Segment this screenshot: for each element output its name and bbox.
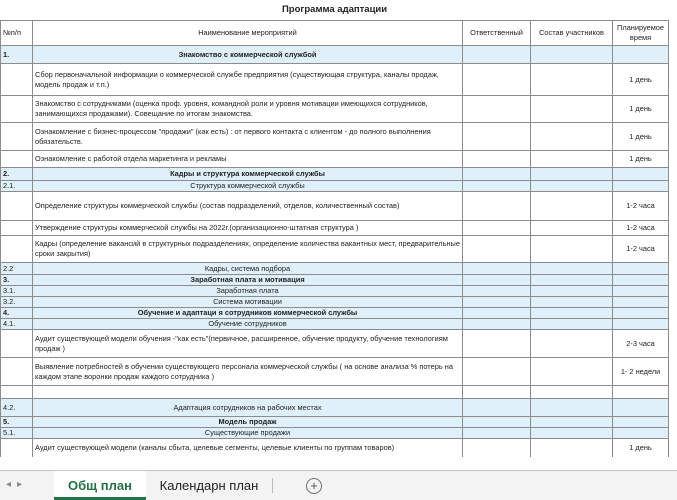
cell-number[interactable]: 2.1. — [1, 181, 33, 192]
cell-activity-name[interactable]: Знакомство с коммерческой службой — [33, 46, 463, 64]
cell-responsible[interactable] — [463, 181, 531, 192]
cell-members[interactable] — [531, 221, 613, 236]
cell-members[interactable] — [531, 386, 613, 399]
cell-number[interactable]: 4.1. — [1, 319, 33, 330]
cell-responsible[interactable] — [463, 64, 531, 96]
cell-number[interactable]: 3. — [1, 275, 33, 286]
table-row — [1, 192, 669, 221]
cell-planned-time[interactable]: 2-3 часа — [613, 330, 669, 358]
cell-activity-name[interactable]: Утверждение структуры коммерческой службы на 2022г.(организационно-штатная структура ) — [33, 221, 463, 236]
cell-number[interactable] — [1, 221, 33, 236]
sheet-title[interactable]: Программа адаптации — [281, 4, 388, 15]
cell-activity-name[interactable]: Кадры (определение вакансий в структурных подразделениях, определение количества вакантных мест, предварительные сроки закрытия) — [33, 236, 463, 263]
table-row — [1, 46, 669, 64]
cell-responsible[interactable] — [463, 263, 531, 275]
cell-activity-name[interactable]: Заработная плата и мотивация — [33, 275, 463, 286]
cell-number[interactable]: 4. — [1, 308, 33, 319]
cell-planned-time[interactable] — [613, 297, 669, 308]
cell-number[interactable] — [1, 96, 33, 123]
cell-planned-time[interactable] — [613, 308, 669, 319]
cell-planned-time[interactable]: 1-2 часа — [613, 221, 669, 236]
cell-number[interactable]: 5. — [1, 417, 33, 428]
cell-number[interactable]: 5.1. — [1, 428, 33, 439]
cell-planned-time[interactable]: 1 день — [613, 151, 669, 168]
cell-responsible[interactable] — [463, 428, 531, 439]
table-row — [1, 151, 669, 168]
cell-planned-time[interactable]: 1- 2 недели — [613, 358, 669, 386]
cell-members[interactable] — [531, 308, 613, 319]
cell-members[interactable] — [531, 123, 613, 151]
header-members[interactable]: Состав участников — [531, 21, 613, 46]
cell-number[interactable]: 3.2. — [1, 297, 33, 308]
tab-calendar-plan[interactable]: Календарн план — [159, 478, 259, 493]
cell-planned-time[interactable]: 1-2 часа — [613, 192, 669, 221]
table-row — [1, 263, 669, 275]
header-name[interactable]: Наименование мероприятий — [33, 21, 463, 46]
cell-number[interactable]: 2. — [1, 168, 33, 181]
cell-number[interactable]: 2.2 — [1, 263, 33, 275]
table-row — [1, 319, 669, 330]
cell-activity-name[interactable]: Обучение и адаптаци я сотрудников коммерческой службы — [33, 308, 463, 319]
cell-responsible[interactable] — [463, 151, 531, 168]
cell-activity-name[interactable]: Кадры и структура коммерческой службы — [33, 168, 463, 181]
cell-responsible[interactable] — [463, 46, 531, 64]
cell-number[interactable] — [1, 386, 33, 399]
cell-activity-name[interactable]: Существующие продажи — [33, 428, 463, 439]
table-row — [1, 275, 669, 286]
tab-general-plan[interactable]: Общ план — [54, 471, 146, 500]
cell-number[interactable]: 4.2. — [1, 399, 33, 417]
cell-members[interactable] — [531, 96, 613, 123]
cell-number[interactable] — [1, 151, 33, 168]
cell-responsible[interactable] — [463, 168, 531, 181]
cell-members[interactable] — [531, 399, 613, 417]
cell-members[interactable] — [531, 46, 613, 64]
cell-members[interactable] — [531, 275, 613, 286]
cell-members[interactable] — [531, 168, 613, 181]
cell-number[interactable] — [1, 358, 33, 386]
cell-planned-time[interactable]: 1 день — [613, 96, 669, 123]
cell-activity-name[interactable]: Кадры, система подбора — [33, 263, 463, 275]
cell-planned-time[interactable]: 1 день — [613, 439, 669, 457]
cell-activity-name[interactable]: Адаптация сотрудников на рабочих местах — [33, 399, 463, 417]
cell-planned-time[interactable]: 1 день — [613, 123, 669, 151]
cell-planned-time[interactable]: 1-2 часа — [613, 236, 669, 263]
cell-planned-time[interactable] — [613, 428, 669, 439]
cell-activity-name[interactable]: Выявление потребностей в обучении существующего персонала коммерческой службы ( на основе анализа % потерь на каждом этапе воронки продаж каждого сотрудника ) — [33, 358, 463, 386]
cell-responsible[interactable] — [463, 286, 531, 297]
cell-planned-time[interactable] — [613, 399, 669, 417]
cell-members[interactable] — [531, 192, 613, 221]
cell-members[interactable] — [531, 286, 613, 297]
cell-responsible[interactable] — [463, 399, 531, 417]
table-row — [1, 428, 669, 439]
table-row — [1, 236, 669, 263]
table-row — [1, 168, 669, 181]
cell-planned-time[interactable] — [613, 386, 669, 399]
cell-number[interactable] — [1, 192, 33, 221]
cell-activity-name[interactable]: Ознакомление с бизнес-процессом "продажи" (как есть) : от первого контакта с клиентом - до полного выполнения обязательств. — [33, 123, 463, 151]
cell-number[interactable]: 3.1. — [1, 286, 33, 297]
tab-divider — [272, 478, 273, 493]
cell-responsible[interactable] — [463, 96, 531, 123]
cell-planned-time[interactable] — [613, 319, 669, 330]
cell-members[interactable] — [531, 151, 613, 168]
cell-members[interactable] — [531, 358, 613, 386]
add-sheet-icon[interactable]: + — [306, 478, 322, 494]
cell-activity-name[interactable] — [33, 386, 463, 399]
cell-number[interactable]: 1. — [1, 46, 33, 64]
cell-activity-name[interactable]: Ознакомление с работой отдела маркетинга и рекламы — [33, 151, 463, 168]
cell-number[interactable] — [1, 123, 33, 151]
header-time[interactable]: Планируемое время — [613, 21, 669, 46]
cell-responsible[interactable] — [463, 439, 531, 457]
cell-members[interactable] — [531, 330, 613, 358]
cell-planned-time[interactable]: 1 день — [613, 64, 669, 96]
cell-members[interactable] — [531, 263, 613, 275]
table-row — [1, 297, 669, 308]
sheet-tab-bar — [0, 470, 677, 500]
table-row — [1, 123, 669, 151]
cell-number[interactable] — [1, 64, 33, 96]
table-row — [1, 181, 669, 192]
cell-planned-time[interactable] — [613, 263, 669, 275]
table-row — [1, 439, 669, 457]
cell-number[interactable] — [1, 236, 33, 263]
table-row — [1, 358, 669, 386]
cell-activity-name[interactable]: Знакомство с сотрудниками (оценка проф. уровня, командной роли и уровня мотивации имеющихся сотрудников, занимающихся продажами). Совещание по итогам знакомства. — [33, 96, 463, 123]
table-row — [1, 330, 669, 358]
cell-members[interactable] — [531, 428, 613, 439]
table-row — [1, 308, 669, 319]
cell-activity-name[interactable]: Модель продаж — [33, 417, 463, 428]
cell-planned-time[interactable] — [613, 181, 669, 192]
table-row — [1, 386, 669, 399]
cell-members[interactable] — [531, 64, 613, 96]
cell-responsible[interactable] — [463, 358, 531, 386]
cell-responsible[interactable] — [463, 319, 531, 330]
cell-responsible[interactable] — [463, 330, 531, 358]
cell-activity-name[interactable]: Заработная плата — [33, 286, 463, 297]
cell-planned-time[interactable] — [613, 168, 669, 181]
cell-responsible[interactable] — [463, 417, 531, 428]
cell-responsible[interactable] — [463, 308, 531, 319]
cell-responsible[interactable] — [463, 275, 531, 286]
cell-number[interactable] — [1, 330, 33, 358]
cell-planned-time[interactable] — [613, 46, 669, 64]
cell-members[interactable] — [531, 319, 613, 330]
cell-responsible[interactable] — [463, 221, 531, 236]
cell-planned-time[interactable] — [613, 286, 669, 297]
cell-planned-time[interactable] — [613, 275, 669, 286]
table-row — [1, 96, 669, 123]
cell-responsible[interactable] — [463, 192, 531, 221]
table-row — [1, 399, 669, 417]
cell-activity-name[interactable]: Сбор первоначальной информации о коммерческой службе предприятия (существующая структура, каналы продаж, модель продаж и т.п.) — [33, 64, 463, 96]
cell-members[interactable] — [531, 236, 613, 263]
cell-number[interactable] — [1, 439, 33, 457]
cell-members[interactable] — [531, 439, 613, 457]
cell-responsible[interactable] — [463, 236, 531, 263]
cell-activity-name[interactable]: Аудит существующей модели обучения -"как есть"(первичное, расширенное, обучение продукту, обучение технологиям продаж ) — [33, 330, 463, 358]
cell-activity-name[interactable]: Обучение сотрудников — [33, 319, 463, 330]
cell-members[interactable] — [531, 297, 613, 308]
cell-activity-name[interactable]: Структура коммерческой службы — [33, 181, 463, 192]
cell-activity-name[interactable]: Система мотивации — [33, 297, 463, 308]
cell-activity-name[interactable]: Определение структуры коммерческой службы (состав подразделений, отделов, количественный состав) — [33, 192, 463, 221]
tab-scroll-arrows-icon[interactable]: ◂▸ — [6, 479, 29, 490]
header-responsible[interactable]: Ответственный — [463, 21, 531, 46]
cell-responsible[interactable] — [463, 123, 531, 151]
header-num[interactable]: №п/п — [1, 21, 33, 46]
table-row — [1, 221, 669, 236]
cell-responsible[interactable] — [463, 297, 531, 308]
table-row — [1, 417, 669, 428]
table-row — [1, 286, 669, 297]
cell-activity-name[interactable]: Аудит существующей модели (каналы сбыта, целевые сегменты, целевые клиенты по группам товаров) — [33, 439, 463, 457]
cell-responsible[interactable] — [463, 386, 531, 399]
header-row — [1, 21, 669, 46]
table-row — [1, 64, 669, 96]
cell-members[interactable] — [531, 181, 613, 192]
cell-planned-time[interactable] — [613, 417, 669, 428]
cell-members[interactable] — [531, 417, 613, 428]
